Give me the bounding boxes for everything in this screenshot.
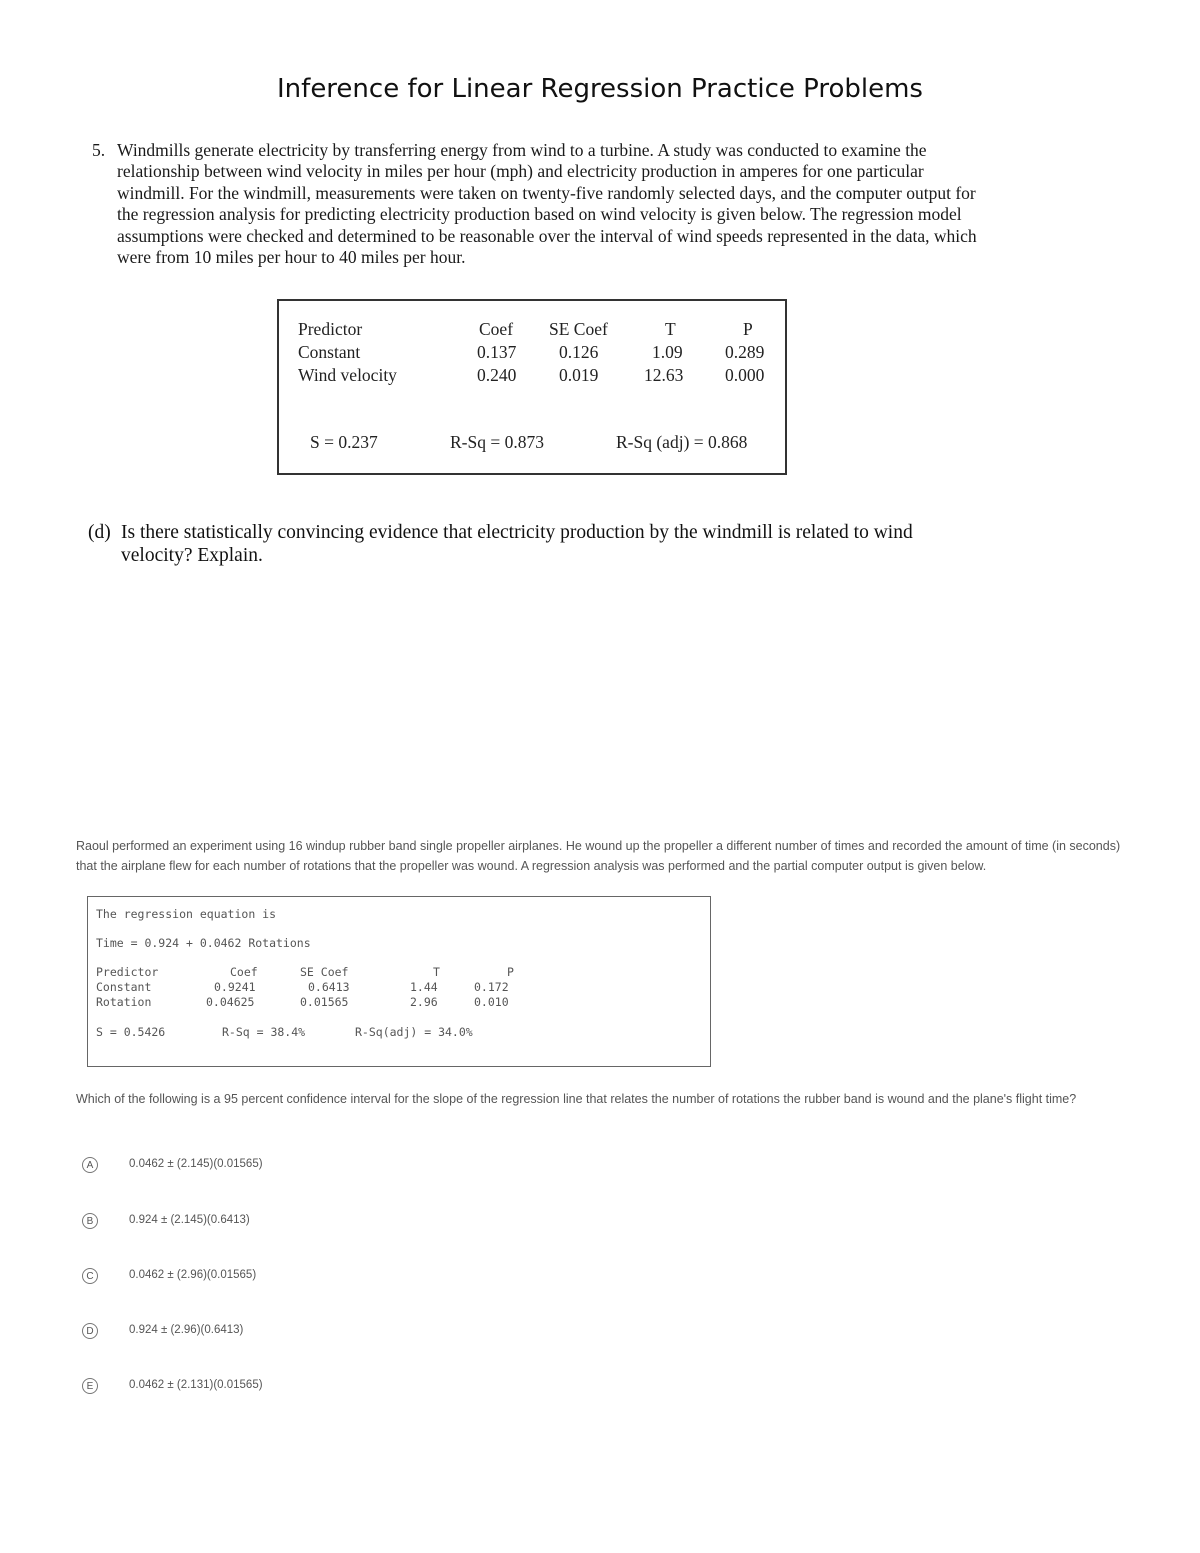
question-number: 5.: [92, 140, 106, 160]
option-a-radio[interactable]: A: [82, 1157, 98, 1173]
header-p: P: [507, 965, 514, 979]
header-t: T: [665, 319, 676, 339]
raoul-problem-text: Raoul performed an experiment using 16 windup rubber band single propeller airplanes. He wound up the propeller a different number of times and recorded the amount of time (in seconds) that the airplane flew for each number of rotations that the propeller was wound. A regression analysis was performed and the partial computer output is given below.: [76, 839, 1121, 873]
row-constant-t: 1.44: [410, 980, 438, 994]
option-e-text: 0.0462 ± (2.131)(0.01565): [129, 1379, 263, 1391]
row-rotation-label: Rotation: [96, 995, 152, 1009]
option-b-radio[interactable]: B: [82, 1213, 98, 1229]
option-d-text: 0.924 ± (2.96)(0.6413): [129, 1324, 244, 1336]
question-d-label: (d): [88, 522, 111, 543]
stat-s: S = 0.5426: [96, 1025, 166, 1039]
row-wind-coef: 0.240: [477, 365, 517, 385]
row-constant-se: 0.126: [559, 342, 599, 362]
regression-equation: Time = 0.924 + 0.0462 Rotations: [96, 936, 311, 950]
stat-rsq-adj: R-Sq(adj) = 34.0%: [355, 1025, 473, 1039]
stat-rsq: R-Sq = 0.873: [450, 432, 544, 452]
header-se-coef: SE Coef: [300, 965, 349, 979]
row-wind-se: 0.019: [559, 365, 599, 385]
option-c-text: 0.0462 ± (2.96)(0.01565): [129, 1269, 257, 1281]
page-title: Inference for Linear Regression Practice Problems: [277, 74, 923, 104]
header-t: T: [433, 965, 440, 979]
header-se-coef: SE Coef: [549, 319, 608, 339]
question-d-text: Is there statistically convincing evidence that electricity production by the windmill is related to wind velocity? Explain.: [121, 522, 913, 566]
question-5: [92, 140, 982, 268]
row-constant-coef: 0.137: [477, 342, 517, 362]
header-coef: Coef: [479, 319, 514, 339]
regression-output-airplanes: [87, 896, 711, 1067]
row-constant-se: 0.6413: [308, 980, 350, 994]
header-p: P: [743, 319, 753, 339]
option-d-radio[interactable]: D: [82, 1323, 98, 1339]
header-predictor: Predictor: [96, 965, 159, 979]
row-wind-t: 12.63: [644, 365, 684, 385]
regression-output-windmill: [277, 299, 787, 475]
row-wind-p: 0.000: [725, 365, 765, 385]
option-b-text: 0.924 ± (2.145)(0.6413): [129, 1214, 250, 1226]
row-rotation-p: 0.010: [474, 995, 509, 1009]
question-d: [88, 521, 988, 567]
row-constant-t: 1.09: [652, 342, 683, 362]
row-constant-label: Constant: [96, 980, 152, 994]
question-text: Windmills generate electricity by transferring energy from wind to a turbine. A study was conducted to examine the relationship between wind velocity in miles per hour (mph) and electricity production in amperes for one particular windmill. For the windmill, measurements were taken on twenty-five randomly selected days, and the computer output for the regression analysis for predicting electricity production based on wind velocity is given below. The regression model assumptions were checked and determined to be reasonable over the interval of wind speeds represented in the data, which were from 10 miles per hour to 40 miles per hour.: [117, 140, 977, 268]
row-wind-label: Wind velocity: [298, 365, 397, 385]
row-constant-label: Constant: [298, 342, 361, 362]
row-rotation-coef: 0.04625: [206, 995, 255, 1009]
option-c-radio[interactable]: C: [82, 1268, 98, 1284]
row-rotation-se: 0.01565: [300, 995, 349, 1009]
confidence-interval-question: Which of the following is a 95 percent confidence interval for the slope of the regression line that relates the number of rotations the rubber band is wound and the plane's flight time?: [76, 1092, 1077, 1106]
row-constant-coef: 0.9241: [214, 980, 256, 994]
row-constant-p: 0.289: [725, 342, 765, 362]
header-coef: Coef: [230, 965, 258, 979]
regression-equation-label: The regression equation is: [96, 907, 277, 921]
option-e-radio[interactable]: E: [82, 1378, 98, 1394]
stat-rsq-adj: R-Sq (adj) = 0.868: [616, 432, 748, 452]
stat-rsq: R-Sq = 38.4%: [222, 1025, 306, 1039]
row-constant-p: 0.172: [474, 980, 509, 994]
stat-s: S = 0.237: [310, 432, 378, 452]
row-rotation-t: 2.96: [410, 995, 438, 1009]
header-predictor: Predictor: [298, 319, 363, 339]
option-a-text: 0.0462 ± (2.145)(0.01565): [129, 1158, 263, 1170]
